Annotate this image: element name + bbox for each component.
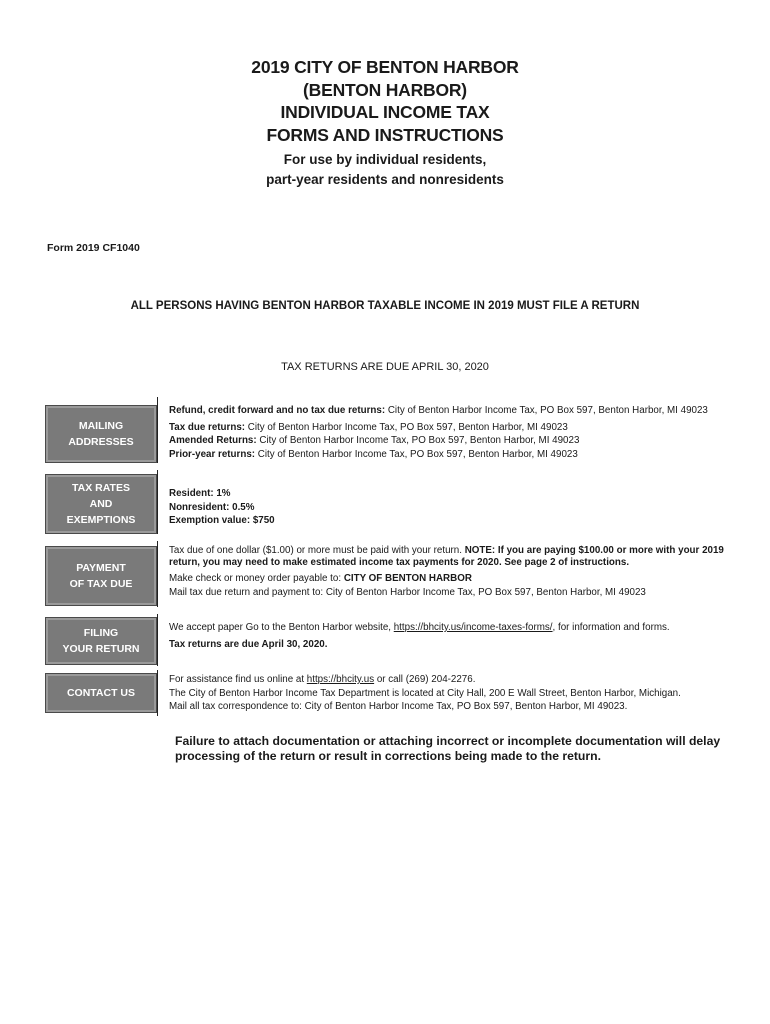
button-label: OF TAX DUE: [69, 578, 133, 590]
contact-us-button[interactable]: [45, 673, 157, 713]
button-label: YOUR RETURN: [62, 643, 140, 655]
section-divider: [157, 670, 158, 716]
payment-of-tax-due-button[interactable]: [45, 546, 157, 606]
payment-line: Make check or money order payable to: CITY OF BENTON HARBOR: [169, 573, 472, 584]
filing-content: [169, 621, 749, 651]
filing-line: Tax returns are due April 30, 2020.: [169, 638, 328, 650]
mailing-addresses-content: [169, 404, 749, 461]
form-number: Form 2019 CF1040: [47, 242, 140, 254]
button-label: MAILING: [78, 420, 124, 432]
section-divider: [157, 397, 158, 463]
payment-line: Mail tax due return and payment to: City of Benton Harbor Income Tax, PO Box 597, Benton Harbor, MI 49023: [169, 586, 646, 598]
contact-line: For assistance find us online at https://bhcity.us or call (269) 204-2276.: [169, 674, 476, 685]
document-header: [0, 56, 770, 190]
documentation-warning: Failure to attach documentation or attaching incorrect or incomplete documentation will delay processing of the return or result in corrections being made to the return.: [175, 734, 721, 763]
payment-content: [169, 545, 749, 599]
filing-your-return-button[interactable]: [45, 617, 157, 665]
mailing-line: Tax due returns: City of Benton Harbor Income Tax, PO Box 597, Benton Harbor, MI 49023: [169, 421, 568, 433]
filing-line: We accept paper Go to the Benton Harbor website, https://bhcity.us/income-taxes-forms/, for information and forms.: [169, 622, 670, 633]
filing-requirement-notice: ALL PERSONS HAVING BENTON HARBOR TAXABLE INCOME IN 2019 MUST FILE A RETURN: [130, 300, 640, 312]
button-label: FILING: [83, 627, 119, 639]
city-website-link[interactable]: https://bhcity.us: [306, 674, 375, 685]
tax-rates-content: [169, 487, 749, 528]
contact-line: Mail all tax correspondence to: City of Benton Harbor Income Tax, PO Box 597, Benton Harbor, MI 49023.: [169, 701, 628, 712]
subtitle-line: part-year residents and nonresidents: [266, 172, 504, 187]
rate-line: Nonresident: 0.5%: [169, 501, 255, 513]
button-label: EXEMPTIONS: [66, 514, 136, 526]
payment-line: Tax due of one dollar ($1.00) or more must be paid with your return. NOTE: If you are paying $100.00 or more with your 2019 return, you may need to make estimated income tax payments for 2020. See page 2 of instructions.: [169, 545, 724, 568]
title-line: (BENTON HARBOR): [303, 79, 467, 100]
button-label: CONTACT US: [66, 687, 136, 699]
mailing-line: Refund, credit forward and no tax due returns: City of Benton Harbor Income Tax, PO Box 597, Benton Harbor, MI 49023: [169, 405, 708, 416]
button-label: PAYMENT: [76, 562, 126, 574]
title-line: INDIVIDUAL INCOME TAX: [280, 102, 490, 122]
section-divider: [157, 541, 158, 607]
button-label: ADDRESSES: [68, 436, 134, 448]
due-date-notice: TAX RETURNS ARE DUE APRIL 30, 2020: [281, 361, 489, 373]
contact-content: [169, 673, 749, 714]
section-divider: [157, 614, 158, 666]
mailing-line: Amended Returns: City of Benton Harbor Income Tax, PO Box 597, Benton Harbor, MI 49023: [169, 435, 580, 446]
contact-line: The City of Benton Harbor Income Tax Department is located at City Hall, 200 E Wall Street, Benton Harbor, Michigan.: [169, 687, 681, 699]
subtitle-line: For use by individual residents,: [283, 152, 487, 167]
forms-website-link[interactable]: https://bhcity.us/income-taxes-forms/: [393, 622, 553, 633]
section-divider: [157, 470, 158, 534]
tax-rates-button[interactable]: [45, 474, 157, 534]
button-label: TAX RATES: [72, 482, 130, 494]
rate-line: Exemption value: $750: [169, 515, 275, 526]
rate-line: Resident: 1%: [169, 488, 231, 499]
title-line: FORMS AND INSTRUCTIONS: [266, 124, 504, 145]
mailing-addresses-button[interactable]: [45, 405, 157, 463]
title-line: 2019 CITY OF BENTON HARBOR: [251, 57, 519, 77]
mailing-line: Prior-year returns: City of Benton Harbor Income Tax, PO Box 597, Benton Harbor, MI 49023: [169, 448, 578, 460]
button-label: AND: [89, 498, 113, 510]
